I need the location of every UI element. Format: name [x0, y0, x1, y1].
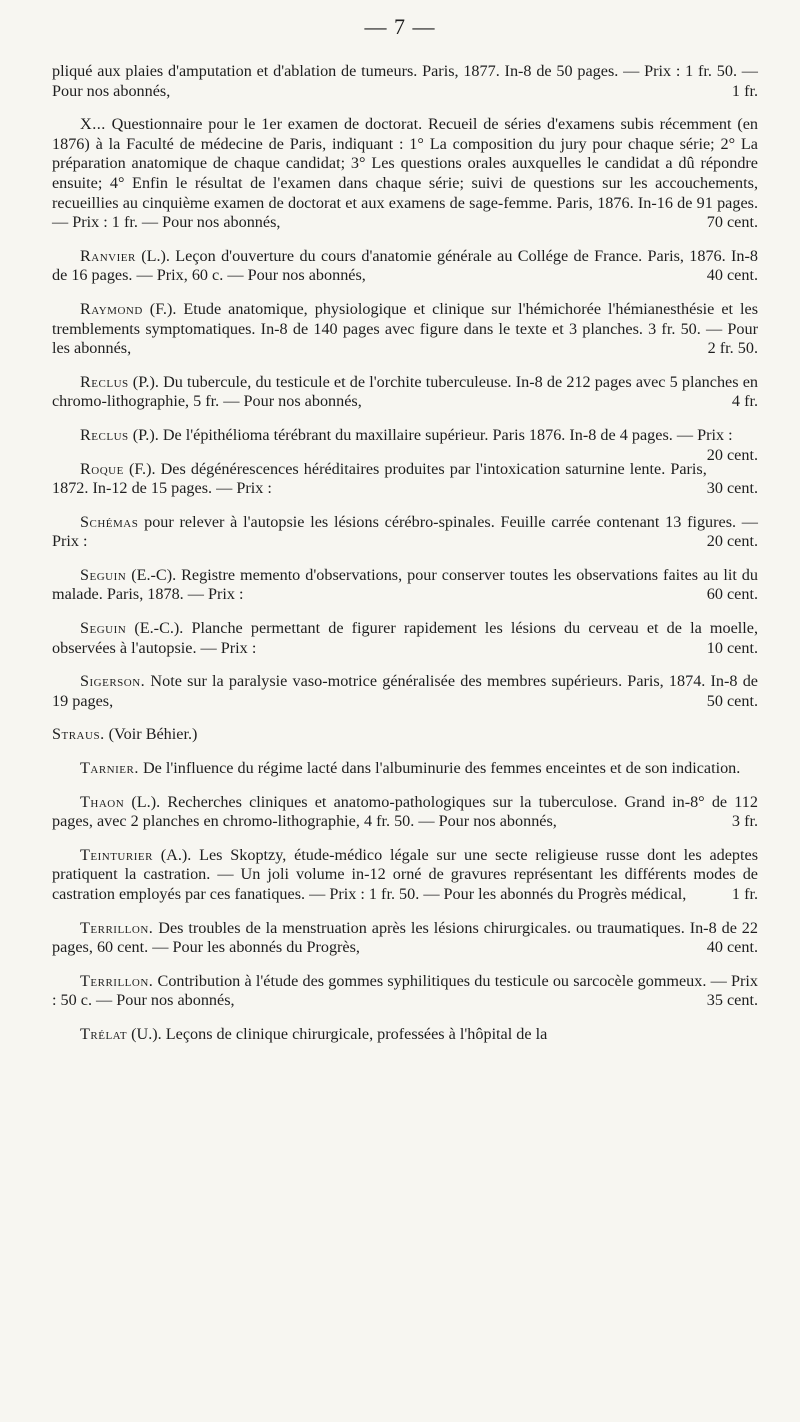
entry-price: 40 cent.	[706, 266, 758, 285]
catalog-entry-e5	[52, 425, 758, 464]
entry-author: Schémas	[80, 512, 139, 531]
catalog-entry-e14	[52, 846, 758, 905]
entry-price: 10 cent.	[706, 638, 758, 657]
entry-author: Raymond	[80, 299, 143, 318]
catalog-entry-e10	[52, 672, 758, 711]
entry-author: Seguin	[80, 619, 127, 638]
entry-price: 50 cent.	[706, 691, 758, 710]
catalog-entry-e2	[52, 247, 758, 286]
entry-author: Reclus	[80, 372, 129, 391]
catalog-entry-e1	[52, 115, 758, 233]
entry-text: (L.). Leçon d'ouverture du cours d'anatomie générale au Collége de France. Paris, 1876. In-8 de 16 pages. — Prix, 60 c. — Pour nos abonnés,	[52, 246, 758, 285]
entry-price: 35 cent.	[706, 991, 758, 1010]
catalog-body	[52, 62, 758, 1059]
catalog-entry-e6	[52, 460, 758, 499]
catalog-entry-e11	[52, 725, 758, 745]
catalog-entry-e15	[52, 919, 758, 958]
entry-author: Thaon	[80, 792, 125, 811]
entry-text: (U.). Leçons de clinique chirurgicale, professées à l'hôpital de la	[127, 1024, 548, 1043]
catalog-entry-e7	[52, 513, 758, 552]
catalog-entry-e13	[52, 793, 758, 832]
entry-price: 4 fr.	[731, 392, 758, 411]
entry-text: Des troubles de la menstruation après les lésions chirurgicales. ou traumatiques. In-8 de 22 pages, 60 cent. — Pour les abonnés du Progrès,	[52, 918, 758, 957]
entry-author: Ranvier	[80, 246, 136, 265]
entry-price: 70 cent.	[706, 213, 758, 232]
entry-text: Contribution à l'étude des gommes syphilitiques du testicule ou sarcocèle gommeux. — Prix : 50 c. — Pour nos abonnés,	[52, 971, 758, 1010]
entry-author: Reclus	[80, 425, 129, 444]
page-number: — 7 —	[364, 14, 436, 39]
catalog-entry-e12	[52, 759, 758, 779]
entry-text: (A.). Les Skoptzy, étude-médico légale sur une secte religieuse russe dont les adeptes pratiquent la castration. — Un joli volume in-12 orné de gravures représentant les différents modes de castration employés par ces fanatiques. — Prix : 1 fr. 50. — Pour les abonnés du Progrès médical,	[52, 845, 758, 903]
catalog-entry-e16	[52, 972, 758, 1011]
entry-author: Tarnier.	[80, 759, 139, 778]
entry-author: Roque	[80, 459, 124, 478]
entry-text: Note sur la paralysie vaso-motrice généralisée des membres supérieurs. Paris, 1874. In-8 de 19 pages,	[52, 672, 758, 710]
catalog-entry-e9	[52, 619, 758, 658]
entry-text: (F.). Etude anatomique, physiologique et clinique sur l'hémichorée l'hémianesthésie et les tremblements symptomatiques. In-8 de 140 pages avec figure dans le texte et 3 planches. 3 fr. 50. — Pour les abonnés,	[52, 299, 758, 358]
catalog-entry-e3	[52, 300, 758, 359]
entry-author: X...	[80, 115, 106, 134]
entry-price: 60 cent.	[706, 585, 758, 604]
entry-price: 40 cent.	[706, 938, 758, 957]
entry-price: 20 cent.	[706, 445, 758, 464]
entry-price: 1 fr.	[731, 885, 758, 903]
catalog-entry-e0	[52, 62, 758, 101]
entry-text: (Voir Béhier.)	[104, 725, 198, 744]
catalog-entry-e4	[52, 373, 758, 412]
entry-text: (P.). Du tubercule, du testicule et de l'orchite tuberculeuse. In-8 de 212 pages avec 5 planches en chromo-lithographie, 5 fr. — Pour nos abonnés,	[52, 372, 758, 411]
entry-author: Straus.	[52, 725, 105, 744]
entry-author: Terrillon.	[80, 918, 154, 937]
entry-text: (L.). Recherches cliniques et anatomo-pathologiques sur la tuberculose. Grand in-8° de 112 pages, avec 2 planches en chromo-lithographie, 4 fr. 50. — Pour nos abonnés,	[52, 792, 758, 831]
entry-text: (F.). Des dégénérescences héréditaires produites par l'intoxication saturnine lente. Paris, 1872. In-12 de 15 pages. — Prix :	[52, 459, 707, 498]
entry-author: Sigerson.	[80, 672, 146, 691]
entry-author: Teinturier	[80, 845, 153, 864]
entry-author: Seguin	[80, 565, 127, 584]
catalog-entry-e17	[52, 1025, 758, 1045]
entry-author: Trélat	[80, 1024, 128, 1043]
entry-text: pliqué aux plaies d'amputation et d'ablation de tumeurs. Paris, 1877. In-8 de 50 pages. — Prix : 1 fr. 50. — Pour nos abonnés,	[52, 62, 758, 100]
entry-text: Questionnaire pour le 1er examen de doctorat. Recueil de séries d'examens subis récemment (en 1876) à la Faculté de médecine de Paris, indiquant : 1° La composition du jury pour chaque série; 2° La préparation anatomique de chaque candidat; 3° Les questions orales auxquelles le candidat a dû répondre ensuite; 4° Enfin le résultat de l'examen dans chaque série; suivi de questions sur les accouchements, recueillies au cinquième examen de doctorat et aux examens de sage-femme. Paris, 1876. In-16 de 91 pages. — Prix : 1 fr. — Pour nos abonnés,	[52, 115, 758, 232]
entry-text: pour relever à l'autopsie les lésions cérébro-spinales. Feuille carrée contenant 13 figures. — Prix :	[52, 512, 758, 551]
entry-author: Terrillon.	[80, 971, 154, 990]
entry-price: 20 cent.	[706, 532, 758, 551]
entry-text: (P.). De l'épithélioma térébrant du maxillaire supérieur. Paris 1876. In-8 de 4 pages. — Prix :	[128, 425, 733, 444]
entry-price: 30 cent.	[706, 479, 758, 498]
entry-price: 2 fr. 50.	[707, 339, 758, 358]
entry-price: 1 fr.	[731, 81, 758, 100]
catalog-entry-e8	[52, 566, 758, 605]
entry-text: (E.-C.). Planche permettant de figurer rapidement les lésions du cerveau et de la moelle, observées à l'autopsie. — Prix :	[52, 619, 758, 657]
entry-price: 3 fr.	[731, 812, 758, 831]
entry-text: De l'influence du régime lacté dans l'albuminurie des femmes enceintes et de son indication.	[138, 759, 741, 778]
entry-text: (E.-C). Registre memento d'observations, pour conserver toutes les observations faites au lit du malade. Paris, 1878. — Prix :	[52, 565, 758, 604]
